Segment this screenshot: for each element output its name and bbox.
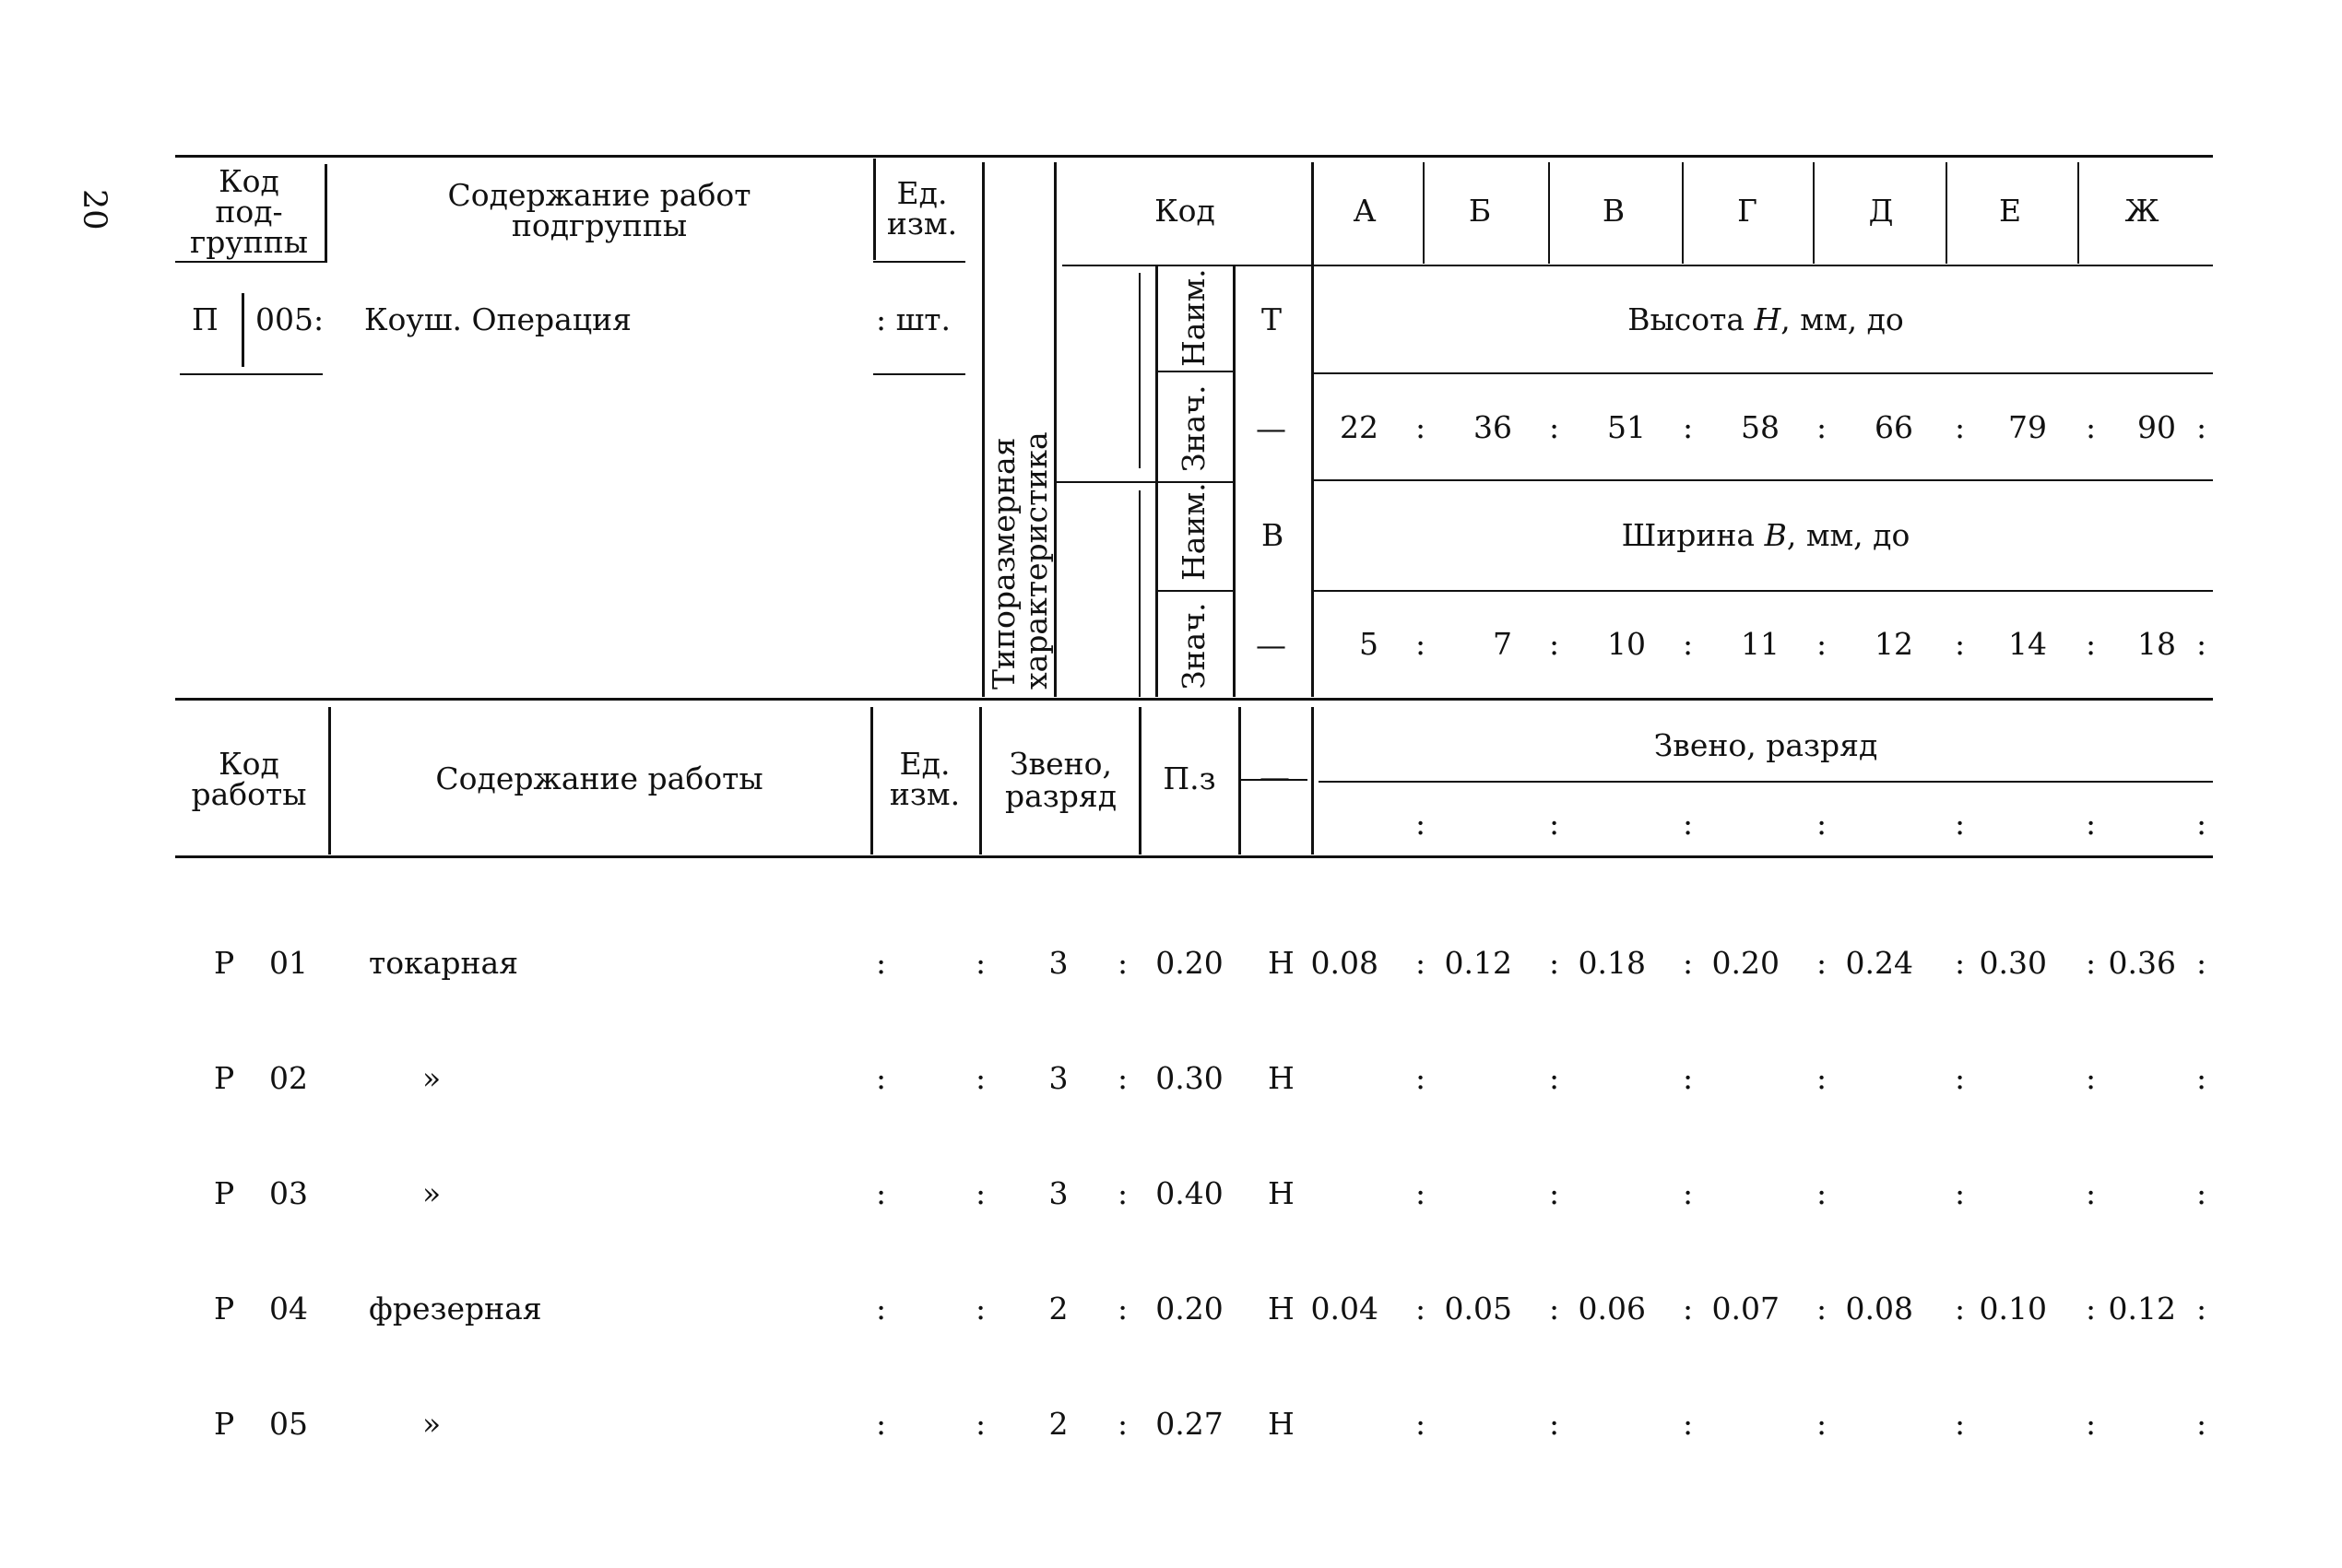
param-value: 90 [2137, 409, 2176, 445]
colon: : [2086, 806, 2097, 842]
row-rank: 3 [1048, 945, 1069, 981]
row-value: 0.30 [1979, 945, 2047, 981]
param1-symbol: Т [1261, 301, 1283, 337]
vline [1682, 162, 1684, 264]
row-value: 0.04 [1310, 1291, 1378, 1326]
row-h: Н [1268, 1060, 1295, 1096]
param2-dash: — [1256, 627, 1286, 663]
param-value: 7 [1493, 626, 1512, 662]
colon: : [2196, 945, 2207, 981]
subgroup-letter: П [192, 301, 219, 337]
subgroup-unit: : шт. [876, 301, 952, 337]
rule [180, 373, 323, 375]
vline [1054, 162, 1057, 697]
colon: : [1816, 945, 1827, 981]
colon: : [1415, 626, 1426, 662]
rule [1314, 372, 2213, 374]
colon: : [1683, 1060, 1694, 1096]
colon: : [1683, 1291, 1694, 1326]
param1-name-label: Наим. [1176, 268, 1212, 367]
colon: : [1955, 1291, 1966, 1326]
colon: : [2086, 1175, 2097, 1211]
vline [242, 293, 244, 367]
vline [1233, 265, 1236, 697]
colon: : [2196, 409, 2207, 445]
param2-symbol: В [1261, 517, 1284, 553]
colon: : [1955, 1060, 1966, 1096]
page-number: 20 [76, 189, 112, 230]
vline [2077, 162, 2079, 264]
colon: : [876, 945, 887, 981]
row-code: 01 [269, 945, 308, 981]
row-rank: 3 [1048, 1175, 1069, 1211]
row-value: 0.05 [1444, 1291, 1512, 1326]
colon: : [1683, 945, 1694, 981]
colon: : [976, 1060, 987, 1096]
header-dash: — [1260, 759, 1290, 795]
row-name: фрезерная [369, 1291, 542, 1326]
param-value: 36 [1473, 409, 1512, 445]
colon: : [2196, 1060, 2207, 1096]
row-pz: 0.27 [1155, 1406, 1224, 1442]
colon: : [2086, 409, 2097, 445]
header-pz: П.з [1163, 760, 1216, 796]
col-letter-a: А [1353, 193, 1377, 229]
colon: : [976, 945, 987, 981]
colon: : [2086, 1060, 2097, 1096]
colon: : [1816, 1291, 1827, 1326]
colon: : [976, 1175, 987, 1211]
rule [1155, 590, 1233, 592]
col-letter-g: Г [1737, 193, 1757, 229]
colon: : [1415, 945, 1426, 981]
header-link-rank: Звено, разряд [1004, 746, 1118, 814]
colon: : [1415, 806, 1426, 842]
colon: : [1118, 1291, 1129, 1326]
row-value: 0.06 [1578, 1291, 1646, 1326]
colon: : [876, 1406, 887, 1442]
colon: : [1955, 409, 1966, 445]
row-h: Н [1268, 945, 1295, 981]
colon: : [1955, 1406, 1966, 1442]
row-value: 0.07 [1711, 1291, 1780, 1326]
colon: : [876, 1060, 887, 1096]
row-value: 0.10 [1979, 1291, 2047, 1326]
colon: : [1549, 1060, 1560, 1096]
colon: : [1816, 806, 1827, 842]
param-value: 51 [1607, 409, 1646, 445]
colon: : [1415, 1060, 1426, 1096]
vline [1813, 162, 1815, 264]
row-code: 04 [269, 1291, 308, 1326]
rule [1319, 781, 2213, 783]
vline [982, 162, 985, 697]
param-value: 66 [1875, 409, 1913, 445]
colon: : [2196, 626, 2207, 662]
row-value: 0.24 [1845, 945, 1913, 981]
colon: : [1816, 1175, 1827, 1211]
row-rank: 3 [1048, 1060, 1069, 1096]
colon: : [1816, 626, 1827, 662]
rule-top [175, 155, 2213, 158]
param2-value-label: Знач. [1176, 602, 1212, 690]
rule-middle [175, 698, 2213, 701]
colon: : [1955, 1175, 1966, 1211]
colon: : [1415, 1175, 1426, 1211]
row-code: 05 [269, 1406, 308, 1442]
row-prefix: Р [214, 1291, 235, 1326]
colon: : [1415, 1406, 1426, 1442]
colon: : [2086, 1406, 2097, 1442]
rule-code-left [175, 261, 325, 263]
vline [328, 707, 331, 855]
param-value: 12 [1875, 626, 1913, 662]
colon: : [1683, 806, 1694, 842]
row-value: 0.08 [1845, 1291, 1913, 1326]
col-letter-zh: Ж [2124, 193, 2159, 229]
vline [1946, 162, 1947, 264]
colon: : [1683, 1175, 1694, 1211]
header-link-rank-right: Звено, разряд [1653, 727, 1878, 763]
row-h: Н [1268, 1406, 1295, 1442]
row-value: 0.12 [1444, 945, 1512, 981]
colon: : [2086, 626, 2097, 662]
header-code-work: Код работы [191, 746, 307, 812]
param1-value-label: Знач. [1176, 384, 1212, 472]
row-name: токарная [369, 945, 519, 981]
param1-name: Высота H, мм, до [1627, 301, 1904, 337]
param2-name-label: Наим. [1176, 482, 1212, 581]
header-unit: Ед. изм. [886, 175, 958, 242]
colon: : [1415, 409, 1426, 445]
rule [1314, 590, 2213, 592]
param-value: 22 [1340, 409, 1378, 445]
row-name: » [422, 1060, 442, 1096]
row-value: 0.20 [1711, 945, 1780, 981]
colon: : [1816, 1406, 1827, 1442]
param-value: 5 [1359, 626, 1378, 662]
colon: : [1549, 1175, 1560, 1211]
vline [1139, 707, 1141, 855]
colon: : [1549, 1291, 1560, 1326]
row-value: 0.12 [2108, 1291, 2176, 1326]
colon: : [1816, 409, 1827, 445]
colon: : [976, 1291, 987, 1326]
colon: : [976, 1406, 987, 1442]
colon: : [1415, 1291, 1426, 1326]
param-value: 10 [1607, 626, 1646, 662]
colon: : [1118, 945, 1129, 981]
param-value: 18 [2137, 626, 2176, 662]
col-letter-v: В [1602, 193, 1626, 229]
colon: : [1549, 409, 1560, 445]
vline [870, 707, 873, 855]
param2-name: Ширина B, мм, до [1621, 517, 1910, 553]
rule-bottom-header [175, 855, 2213, 858]
rule [1155, 371, 1233, 372]
row-prefix: Р [214, 945, 235, 981]
colon: : [2196, 1175, 2207, 1211]
row-h: Н [1268, 1291, 1295, 1326]
colon: : [876, 1291, 887, 1326]
colon: : [2196, 806, 2207, 842]
vline [1548, 162, 1550, 264]
colon: : [1955, 806, 1966, 842]
header-content-subgroup: Содержание работ подгруппы [447, 177, 751, 243]
row-value: 0.18 [1578, 945, 1646, 981]
subgroup-colon: : [313, 301, 325, 337]
header-code-subgroup: Код под- группы [189, 163, 309, 260]
vline [325, 164, 327, 263]
col-letter-b: Б [1468, 193, 1492, 229]
row-rank: 2 [1048, 1291, 1069, 1326]
colon: : [1683, 1406, 1694, 1442]
row-prefix: Р [214, 1060, 235, 1096]
row-pz: 0.40 [1155, 1175, 1224, 1211]
colon: : [2196, 1406, 2207, 1442]
colon: : [1683, 626, 1694, 662]
param1-dash: — [1256, 410, 1286, 446]
vline [1139, 490, 1141, 697]
row-value: 0.36 [2108, 945, 2176, 981]
header-content-work: Содержание работы [435, 760, 763, 796]
colon: : [2086, 945, 2097, 981]
colon: : [1118, 1406, 1129, 1442]
row-code: 02 [269, 1060, 308, 1096]
row-prefix: Р [214, 1406, 235, 1442]
row-h: Н [1268, 1175, 1295, 1211]
param-value: 14 [2008, 626, 2047, 662]
param-value: 11 [1741, 626, 1780, 662]
col-letter-d: Д [1868, 193, 1894, 229]
vline [1423, 162, 1425, 264]
col-letter-e: Е [1998, 193, 2022, 229]
rule [1314, 479, 2213, 481]
row-pz: 0.20 [1155, 945, 1224, 981]
vline [979, 707, 982, 855]
vline [1139, 273, 1141, 468]
colon: : [2086, 1291, 2097, 1326]
colon: : [1118, 1060, 1129, 1096]
colon: : [876, 1175, 887, 1211]
colon: : [1955, 626, 1966, 662]
row-name: » [422, 1175, 442, 1211]
rule-unit [873, 261, 965, 263]
subgroup-code: 005 [255, 301, 313, 337]
colon: : [1549, 626, 1560, 662]
param-value: 79 [2008, 409, 2047, 445]
header-code: Код [1154, 193, 1215, 229]
colon: : [1549, 806, 1560, 842]
row-prefix: Р [214, 1175, 235, 1211]
row-value: 0.08 [1310, 945, 1378, 981]
rule [873, 373, 965, 375]
row-rank: 2 [1048, 1406, 1069, 1442]
param-value: 58 [1741, 409, 1780, 445]
colon: : [1549, 945, 1560, 981]
colon: : [1118, 1175, 1129, 1211]
header-unit-bottom: Ед. изм. [889, 746, 961, 812]
colon: : [2196, 1291, 2207, 1326]
row-name: » [422, 1406, 442, 1442]
colon: : [1816, 1060, 1827, 1096]
colon: : [1549, 1406, 1560, 1442]
colon: : [1955, 945, 1966, 981]
vline [1311, 707, 1314, 855]
row-pz: 0.20 [1155, 1291, 1224, 1326]
subgroup-content: Коуш. Операция [364, 301, 632, 337]
colon: : [1683, 409, 1694, 445]
row-pz: 0.30 [1155, 1060, 1224, 1096]
row-code: 03 [269, 1175, 308, 1211]
typesize-label: Типоразмерная характеристика [986, 431, 1054, 690]
